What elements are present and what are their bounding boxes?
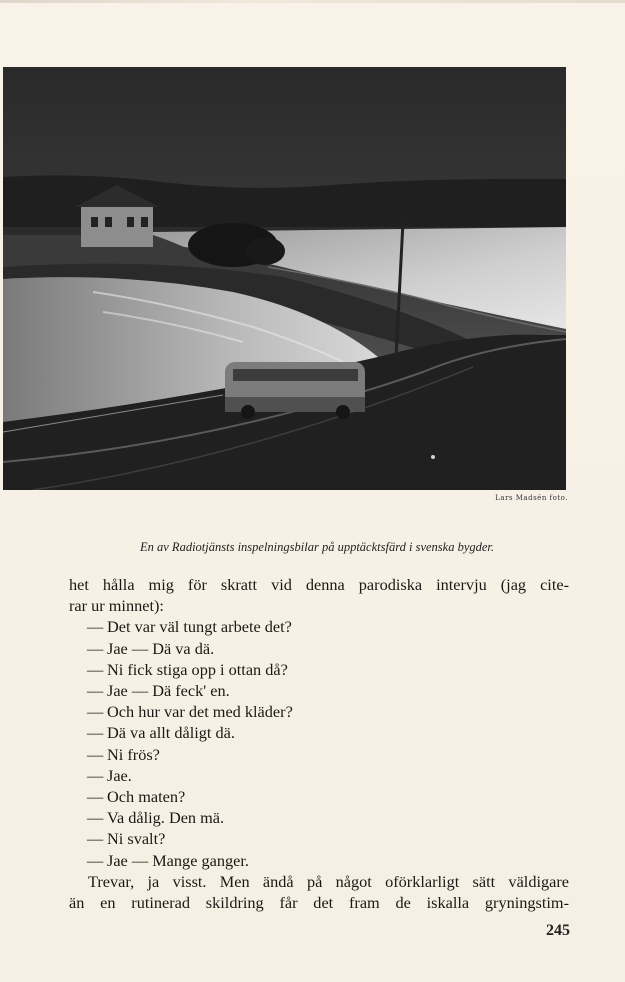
dialogue-dash: —	[87, 744, 104, 764]
dialogue-line	[69, 701, 569, 722]
photo-credit: Lars Madsén foto.	[495, 494, 568, 502]
intro-paragraph	[69, 574, 569, 616]
dialogue-dash: —	[87, 850, 104, 870]
dialogue-line	[69, 807, 569, 828]
photo-illustration	[3, 67, 566, 490]
closing-paragraph	[69, 871, 569, 913]
dialogue-dash: —	[87, 681, 104, 701]
dialogue-dash: —	[87, 638, 104, 658]
dialogue-line	[69, 659, 569, 680]
photo-caption: En av Radiotjänsts inspelningsbilar på upptäcktsfärd i svenska bygder.	[140, 540, 495, 554]
dialogue-line	[69, 765, 569, 786]
closing-line: än en rutinerad skildring får det fram de iskalla gryningstim-	[69, 893, 569, 913]
dialogue-line	[69, 616, 569, 637]
dialogue-dash: —	[87, 829, 104, 849]
intro-line: rar ur minnet):	[69, 596, 164, 616]
dialogue-line	[69, 680, 569, 701]
dialogue-dash: —	[87, 787, 104, 807]
dialogue-dash: —	[87, 659, 104, 679]
dialogue-text: Jae — Mange ganger.	[107, 850, 249, 870]
dialogue-line	[69, 744, 569, 765]
dialogue-dash: —	[87, 617, 104, 637]
page-number: 245	[546, 922, 570, 939]
intro-line: het hålla mig för skratt vid denna parodiska intervju (jag cite-	[69, 575, 569, 594]
dialogue-dash: —	[87, 702, 104, 722]
dialogue-line	[69, 722, 569, 743]
dialogue-text: Det var väl tungt arbete det?	[107, 617, 292, 637]
dialogue-text: Ni fick stiga opp i ottan då?	[107, 659, 288, 679]
dialogue-text: Och hur var det med kläder?	[107, 702, 293, 722]
dialogue-dash: —	[87, 723, 104, 743]
dialogue-text: Jae — Dä feck' en.	[107, 681, 230, 701]
dialogue-text: Va dålig. Den mä.	[107, 808, 225, 828]
dialogue-text: Jae.	[107, 765, 132, 785]
dialogue-dash: —	[87, 765, 104, 785]
dialogue-list	[69, 616, 569, 870]
dialogue-line	[69, 638, 569, 659]
dialogue-text: Jae — Dä va dä.	[107, 638, 215, 658]
dialogue-text: Dä va allt dåligt dä.	[107, 723, 235, 743]
dialogue-line	[69, 828, 569, 849]
closing-line: Trevar, ja visst. Men ändå på något oförklarligt sätt väldigare	[88, 871, 569, 891]
dialogue-line	[69, 786, 569, 807]
dialogue-dash: —	[87, 808, 104, 828]
dialogue-text: Ni frös?	[107, 744, 160, 764]
photograph	[3, 67, 566, 490]
dialogue-line	[69, 850, 569, 871]
dialogue-text: Och maten?	[107, 787, 186, 807]
page-edge	[0, 0, 625, 3]
body-text	[69, 574, 569, 913]
dialogue-text: Ni svalt?	[107, 829, 166, 849]
